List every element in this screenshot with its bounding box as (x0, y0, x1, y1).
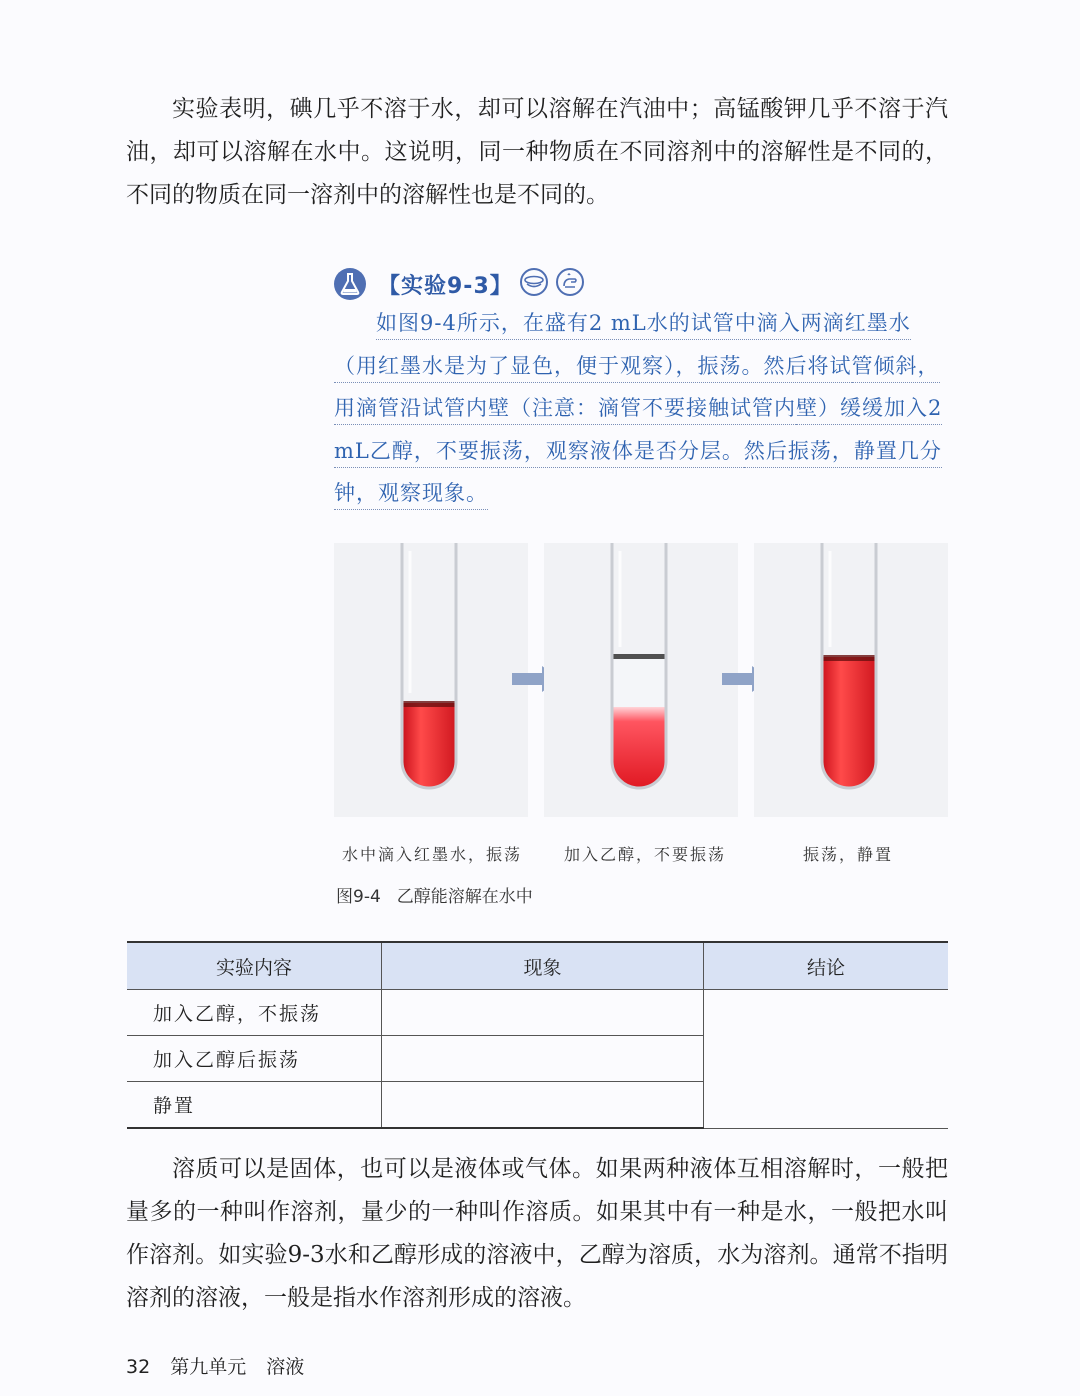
table-row-label: 加入乙醇后振荡 (127, 1036, 382, 1082)
page-footer (126, 1352, 304, 1379)
goggles-icon (519, 267, 549, 301)
table-cell-blank (704, 990, 949, 1129)
table-header-cell: 结论 (704, 942, 949, 990)
figure-caption-3: 振荡，静置 (803, 845, 894, 864)
table-cell-blank (382, 990, 704, 1036)
instruction-line: 水（用红墨水是为了显色，便于观察），振荡。然后将试 (334, 311, 911, 383)
figure-number: 图9-4 (336, 887, 381, 907)
hand-wash-icon (555, 267, 585, 301)
table-row-label: 静置 (127, 1082, 382, 1129)
figure-title-text: 乙醇能溶解在水中 (396, 887, 533, 907)
experiment-header (334, 264, 585, 304)
table-cell-blank (382, 1082, 704, 1129)
table-header-row (127, 942, 948, 990)
table-row-label: 加入乙醇，不振荡 (127, 990, 382, 1036)
instruction-line: 管倾斜，用滴管沿试管内壁（注意：滴管不要接触试管内 (334, 354, 940, 426)
flask-icon (334, 268, 366, 300)
table-cell-blank (382, 1036, 704, 1082)
experiment-title: 【实验9-3】 (378, 273, 513, 299)
results-table (127, 941, 948, 1129)
figure-title (336, 882, 533, 907)
instruction-line: 然后振荡，静置几分钟，观察现象。 (334, 439, 942, 511)
table-header-cell: 实验内容 (127, 942, 382, 990)
experiment-instructions (334, 302, 948, 515)
table-header-cell: 现象 (382, 942, 704, 990)
body-paragraph-1: 实验表明，碘几乎不溶于水，却可以溶解在汽油中；高锰酸钾几乎不溶于汽油，却可以溶解在水中。这说明，同一种物质在不同溶剂中的溶解性是不同的，不同的物质在同一溶剂中的溶解性也是不同的。 (126, 96, 948, 208)
figure-caption-2: 加入乙醇，不要振荡 (564, 845, 727, 864)
test-tube-photo-3 (754, 543, 948, 817)
instruction-line: 壁）缓缓加入2 mL乙醇，不要振荡，观察液体是否分层。 (334, 396, 942, 468)
instruction-line: 如图9-4所示，在盛有2 mL水的试管中滴入两滴红墨 (376, 311, 889, 340)
body-paragraph-2: 溶质可以是固体，也可以是液体或气体。如果两种液体互相溶解时，一般把量多的一种叫作溶剂，量少的一种叫作溶质。如果其中有一种是水，一般把水叫作溶剂。如实验9-3水和乙醇形成的溶液中，乙醇为溶质，水为溶剂。通常不指明溶剂的溶液，一般是指水作溶剂形成的溶液。 (126, 1156, 948, 1311)
page-number: 32 (126, 1356, 151, 1378)
unit-title: 第九单元 (170, 1356, 247, 1378)
test-tube-photo-2 (544, 543, 738, 817)
topic-title: 溶液 (266, 1356, 305, 1378)
table-row (127, 990, 948, 1036)
test-tube-photo-1 (334, 543, 528, 817)
figure-caption-1: 水中滴入红墨水，振荡 (342, 845, 523, 864)
